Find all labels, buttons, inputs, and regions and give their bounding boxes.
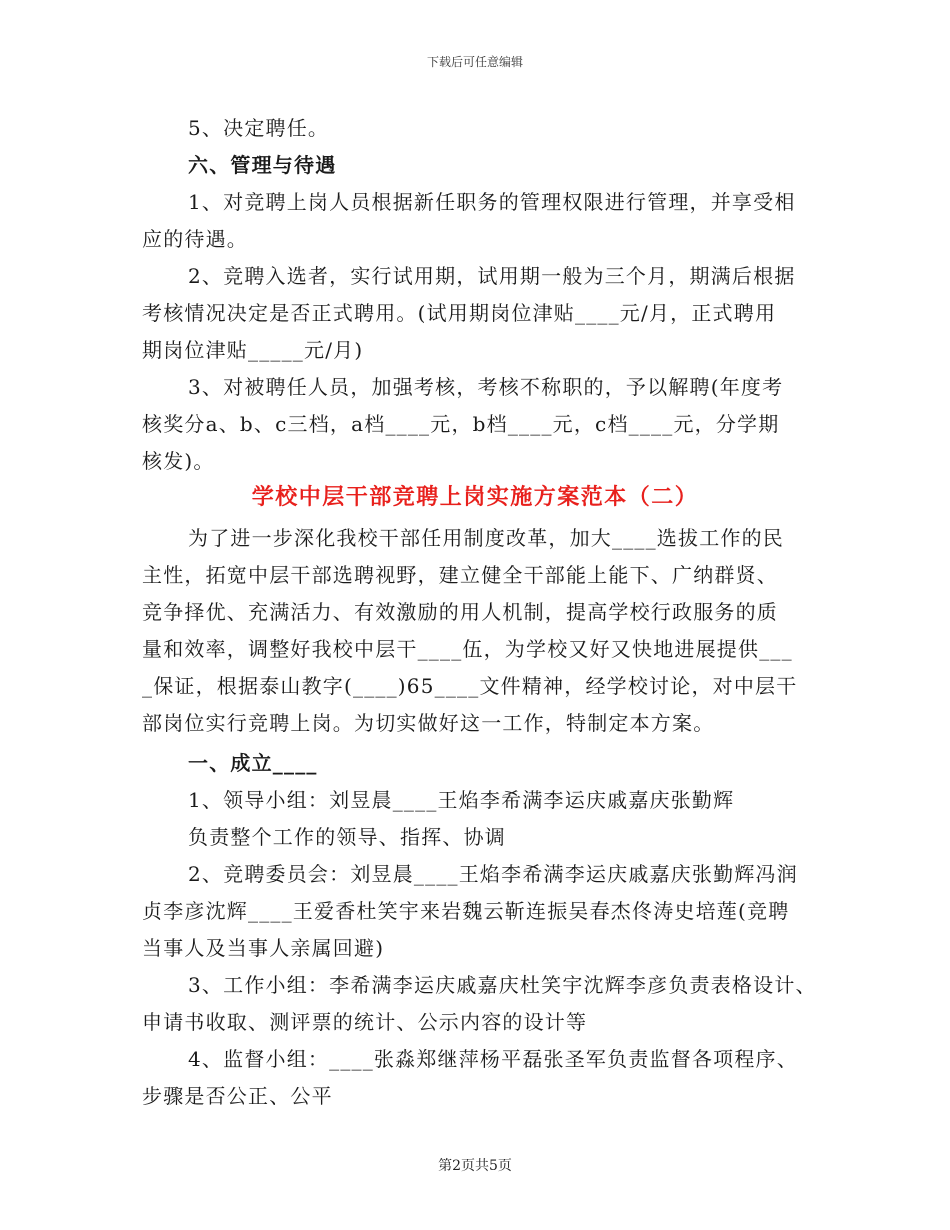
paragraph-line: 1、对竞聘上岗人员根据新任职务的管理权限进行管理，并享受相 [188,190,796,214]
section-1-heading: 一、成立____ [188,751,318,775]
paragraph-line: 应的待遇。 [142,227,248,251]
paragraph-line: 主性，拓宽中层干部选聘视野，建立健全干部能上能下、广纳群贤、 [142,563,778,587]
paragraph-line: _保证，根据泰山教字(____)65____文件精神，经学校讨论，对中层干 [142,674,798,698]
paragraph-line: 步骤是否公正、公平 [142,1084,333,1108]
paragraph-line: 核奖分a、b、c三档，a档____元，b档____元，c档____元，分学期 [142,412,780,436]
document-title: 学校中层干部竞聘上岗实施方案范本（二） [251,484,699,510]
page-footer: 第2页共5页 [438,1158,512,1174]
paragraph-line: 贞李彦沈辉____王爱香杜笑宇来岩魏云靳连振吴春杰佟涛史培莲(竞聘 [142,899,790,923]
paragraph-line: 考核情况决定是否正式聘用。(试用期岗位津贴____元/月，正式聘用 [142,301,777,325]
paragraph-line: 为了进一步深化我校干部任用制度改革，加大____选拔工作的民 [188,526,784,550]
paragraph-line: 部岗位实行竞聘上岗。为切实做好这一工作，特制定本方案。 [142,711,715,735]
paragraph-line: 1、领导小组：刘昱晨____王焰李希满李运庆戚嘉庆张勤辉 [188,788,735,812]
paragraph-line: 核发)。 [142,449,215,473]
paragraph-line: 3、工作小组：李希满李运庆戚嘉庆杜笑宇沈辉李彦负责表格设计、 [188,973,817,997]
paragraph-line: 当事人及当事人亲属回避) [142,936,385,960]
paragraph-line: 2、竞聘入选者，实行试用期，试用期一般为三个月，期满后根据 [188,264,796,288]
paragraph-line: 量和效率，调整好我校中层干____伍，为学校又好又快地进展提供___ [142,637,793,661]
paragraph-line: 3、对被聘任人员，加强考核，考核不称职的，予以解聘(年度考 [188,375,784,399]
item-5-decide-appointment: 5、决定聘任。 [188,116,330,140]
page-header: 下载后可任意编辑 [426,55,523,69]
paragraph-line: 期岗位津贴_____元/月) [142,338,364,362]
paragraph-line: 2、竞聘委员会：刘昱晨____王焰李希满李运庆戚嘉庆张勤辉冯润 [188,862,798,886]
paragraph-line: 申请书收取、测评票的统计、公示内容的设计等 [142,1010,588,1034]
paragraph-line: 竞争择优、充满活力、有效激励的用人机制，提高学校行政服务的质 [142,600,778,624]
paragraph-line: 4、监督小组：____张淼郑继萍杨平磊张圣军负责监督各项程序、 [188,1047,798,1071]
paragraph-line: 负责整个工作的领导、指挥、协调 [188,825,506,849]
section-6-heading: 六、管理与待遇 [188,153,337,177]
